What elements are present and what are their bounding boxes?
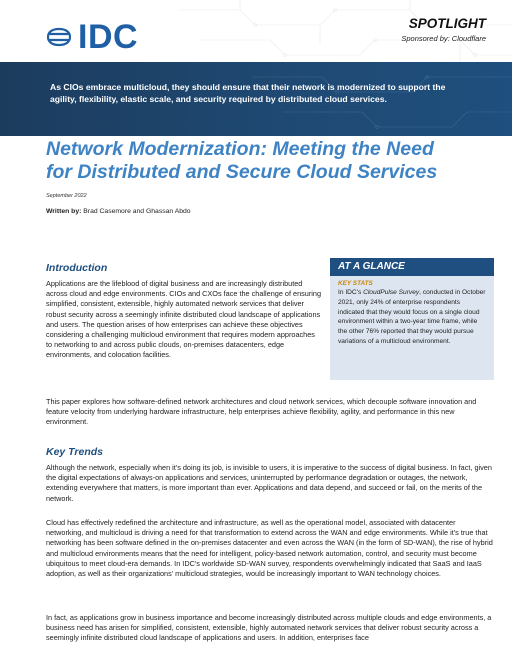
key-stats-label: KEY STATS bbox=[338, 280, 373, 287]
sponsor-line: Sponsored by: Cloudflare bbox=[401, 34, 486, 43]
key-stats-text bbox=[338, 288, 488, 347]
survey-name: CloudPulse Survey bbox=[363, 289, 420, 296]
key-stats-text-end: , conducted in October 2021, only 24% of enterprise respondents indicated that they would focus on a single cloud environment within a two-year time frame, while the other 76% reported that they would pursue variations of a multicloud environment. bbox=[338, 289, 486, 345]
key-trends-paragraph-1: Although the network, especially when it's doing its job, is invisible to users, it is imperative to the success of digital business. In fact, given the digital expectations of always-on applications and services, uninterrupted by performance degradation or outages, the network, extending everywhere that matters, is more important than ever. Applications and data depend, and succeed or fail, on the merits of the network. bbox=[46, 463, 492, 503]
title-line-1: Network Modernization: Meeting the Need bbox=[46, 138, 434, 160]
publication-date: September 2022 bbox=[46, 193, 87, 199]
key-stats-text-start: In IDC's bbox=[338, 289, 364, 296]
at-a-glance-box bbox=[330, 258, 494, 380]
authors-label: Written by: bbox=[46, 208, 82, 215]
idc-logo-mark-icon bbox=[46, 27, 72, 47]
introduction-heading: Introduction bbox=[46, 262, 108, 274]
logo-text: IDC bbox=[78, 18, 139, 56]
authors-line bbox=[46, 208, 191, 215]
spotlight-label bbox=[401, 16, 486, 43]
introduction-paragraph-2: This paper explores how software-defined network architectures and cloud network services, which decouple software innovation and feature velocity from underlying hardware infrastructure, help enterprises achieve flexibility, agility, and performance in this new environment. bbox=[46, 397, 477, 427]
key-trends-paragraph-3: In fact, as applications grow in business importance and become increasingly distributed across multiple clouds and edge environments, a business need has arisen for simplified, consistent, extensible, highly automated network services that deliver robust security across a seemingly infinite distributed cloud landscape of applications and users. In addition, enterprises face bbox=[46, 613, 492, 643]
at-a-glance-heading: AT A GLANCE bbox=[330, 258, 494, 276]
introduction-paragraph: Applications are the lifeblood of digital business and are increasingly distributed across cloud and edge environments. CIOs and CXOs face the challenge of ensuring simplified, consistent, extensible, highly automated network services that deliver robust security across a seemingly infinite distributed cloud landscape of applications and users. The question arises of how enterprises can achieve these objectives considering a challenging multicloud environment that requires modern approaches to networking to and across public clouds, on-premises datacenters, edge environments, and colocation facilities. bbox=[46, 279, 322, 360]
banner-text: As CIOs embrace multicloud, they should ensure that their network is modernized to support the agility, flexibility, elastic scale, and security required by distributed cloud services. bbox=[50, 82, 446, 104]
spotlight-title: SPOTLIGHT bbox=[408, 16, 486, 31]
document-title bbox=[46, 138, 486, 184]
key-trends-paragraph-2: Cloud has effectively redefined the architecture and infrastructure, as well as the operational model, associated with datacenter networking, and multicloud is driving a need for that transformation to extend across the WAN and edge environments. While it's true that networking has been software defined in the on-premises datacenter and even across the WAN (in the form of SD-WAN), the rise of hybrid and multicloud environments means that the need for intelligent, policy-based network automation, control, and security must become ubiquitous to meet cloud-era demands. In IDC's worldwide SD-WAN survey, respondents overwhelmingly indicated that SaaS and IaaS adoption, as well as their organizations' multicloud strategies, would be increasingly important to WAN technology choices. bbox=[46, 518, 493, 579]
idc-logo bbox=[46, 20, 138, 54]
key-trends-heading: Key Trends bbox=[46, 446, 103, 458]
authors-names: Brad Casemore and Ghassan Abdo bbox=[83, 208, 191, 215]
summary-banner bbox=[0, 62, 512, 136]
page-header bbox=[0, 0, 512, 62]
title-line-2: for Distributed and Secure Cloud Services bbox=[46, 161, 438, 183]
